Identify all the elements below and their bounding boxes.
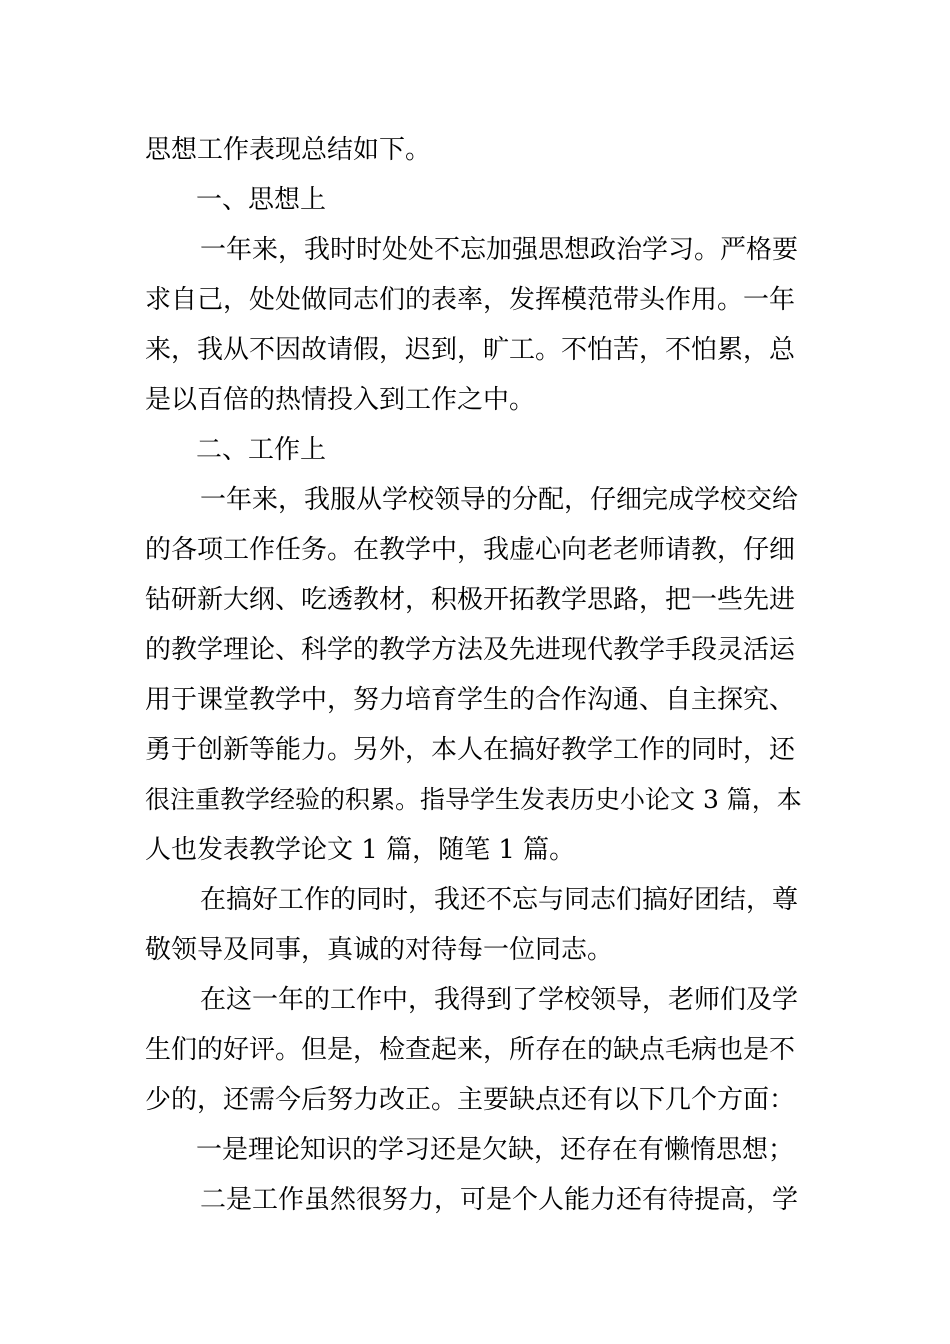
text-line: 人也发表教学论文 1 篇，随笔 1 篇。: [145, 835, 576, 865]
text-line: 在搞好工作的同时，我还不忘与同志们搞好团结，尊: [200, 885, 799, 915]
text-line: 敬领导及同事，真诚的对待每一位同志。: [145, 935, 614, 965]
section-heading: 一、思想上: [196, 185, 327, 215]
text-line: 少的，还需今后努力改正。主要缺点还有以下几个方面：: [145, 1085, 796, 1115]
text-line: 生们的好评。但是，检查起来，所存在的缺点毛病也是不: [145, 1035, 796, 1065]
text-line: 思想工作表现总结如下。: [145, 135, 432, 165]
text-line: 一是理论知识的学习还是欠缺，还存在有懒惰思想；: [196, 1135, 795, 1165]
text-line: 一年来，我服从学校领导的分配，仔细完成学校交给: [200, 485, 799, 515]
text-line: 很注重教学经验的积累。指导学生发表历史小论文 3 篇，本: [145, 785, 802, 814]
text-line: 勇于创新等能力。另外，本人在搞好教学工作的同时，还: [145, 735, 796, 765]
section-heading: 二、工作上: [196, 435, 327, 465]
text-line: 是以百倍的热情投入到工作之中。: [145, 385, 536, 415]
text-line: 在这一年的工作中，我得到了学校领导，老师们及学: [200, 985, 799, 1015]
text-line: 的教学理论、科学的教学方法及先进现代教学手段灵活运: [145, 635, 796, 665]
text-line: 的各项工作任务。在教学中，我虚心向老老师请教，仔细: [145, 535, 796, 565]
text-line: 一年来，我时时处处不忘加强思想政治学习。严格要: [200, 235, 799, 265]
text-line: 二是工作虽然很努力，可是个人能力还有待提高，学: [200, 1185, 799, 1215]
text-line: 来，我从不因故请假，迟到，旷工。不怕苦，不怕累，总: [145, 335, 796, 365]
text-line: 求自己，处处做同志们的表率，发挥模范带头作用。一年: [145, 285, 796, 315]
text-line: 钻研新大纲、吃透教材，积极开拓教学思路，把一些先进: [145, 585, 796, 615]
text-line: 用于课堂教学中，努力培育学生的合作沟通、自主探究、: [145, 685, 796, 715]
